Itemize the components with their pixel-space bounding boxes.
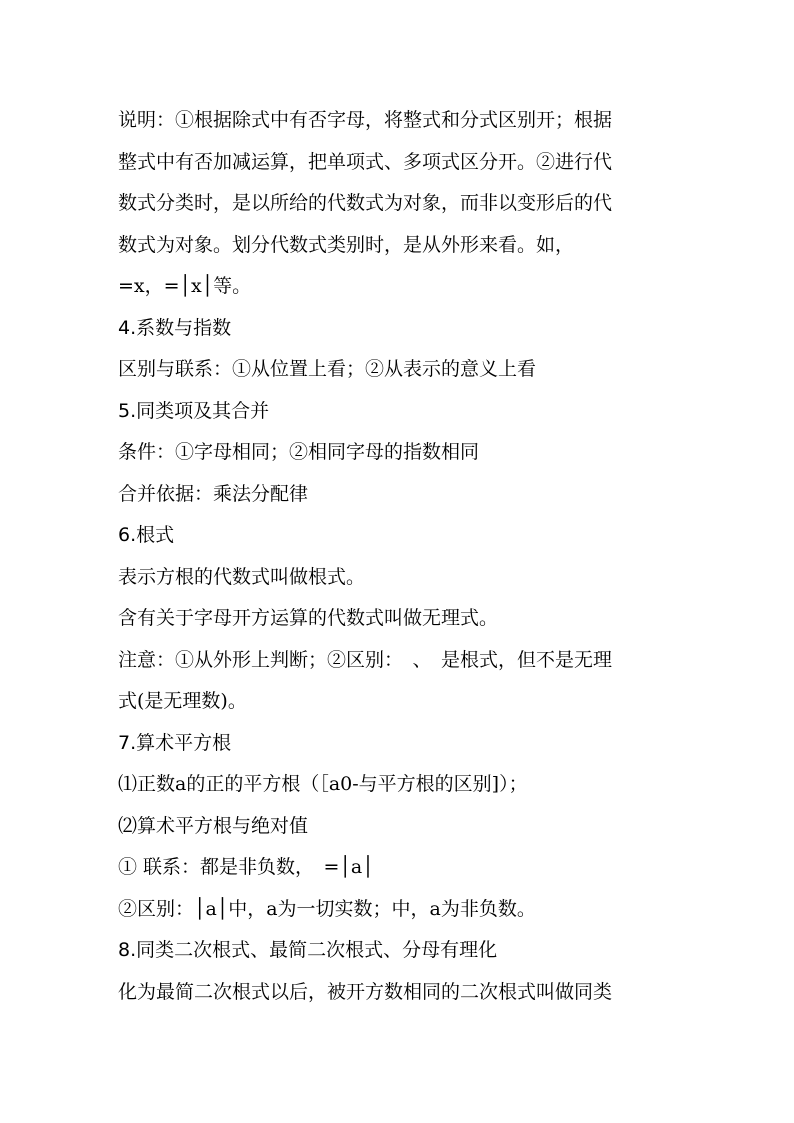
text-line: =x，=│x│等。 <box>118 275 252 297</box>
section-heading: 6.根式 <box>118 524 175 546</box>
text-line: 合并依据：乘法分配律 <box>118 482 309 505</box>
text-line: 注意：①从外形上判断；②区别： 、 是根式，但不是无理 <box>118 648 613 671</box>
section-heading: 8.同类二次根式、最简二次根式、分母有理化 <box>118 939 498 961</box>
text-line: 含有关于字母开方运算的代数式叫做无理式。 <box>118 607 499 629</box>
text-line: ⑵算术平方根与绝对值 <box>118 814 309 837</box>
text-line: 说明：①根据除式中有否字母，将整式和分式区别开；根据 <box>118 109 613 131</box>
text-line: 式(是无理数)。 <box>118 690 247 712</box>
section-heading: 4.系数与指数 <box>118 316 232 339</box>
text-line: 区别与联系：①从位置上看；②从表示的意义上看 <box>118 358 537 380</box>
section-heading: 5.同类项及其合并 <box>118 399 270 422</box>
text-line: 条件：①字母相同；②相同字母的指数相同 <box>118 441 480 463</box>
text-line: 化为最简二次根式以后，被开方数相同的二次根式叫做同类 <box>118 980 613 1003</box>
section-heading: 7.算术平方根 <box>118 731 232 754</box>
text-line: ① 联系：都是非负数， =│a│ <box>118 856 374 878</box>
text-line: 整式中有否加减运算，把单项式、多项式区分开。②进行代 <box>118 150 613 173</box>
document-text <box>118 100 678 1013</box>
text-line: ②区别：│a│中，a为一切实数；中，a为非负数。 <box>118 897 536 920</box>
text-line: 数式为对象。划分代数式类别时，是从外形来看。如， <box>118 233 575 256</box>
text-line: 数式分类时，是以所给的代数式为对象，而非以变形后的代 <box>118 192 613 214</box>
text-line: ⑴正数a的正的平方根（［a0-与平方根的区别]）； <box>118 773 528 795</box>
text-line: 表示方根的代数式叫做根式。 <box>118 565 366 588</box>
